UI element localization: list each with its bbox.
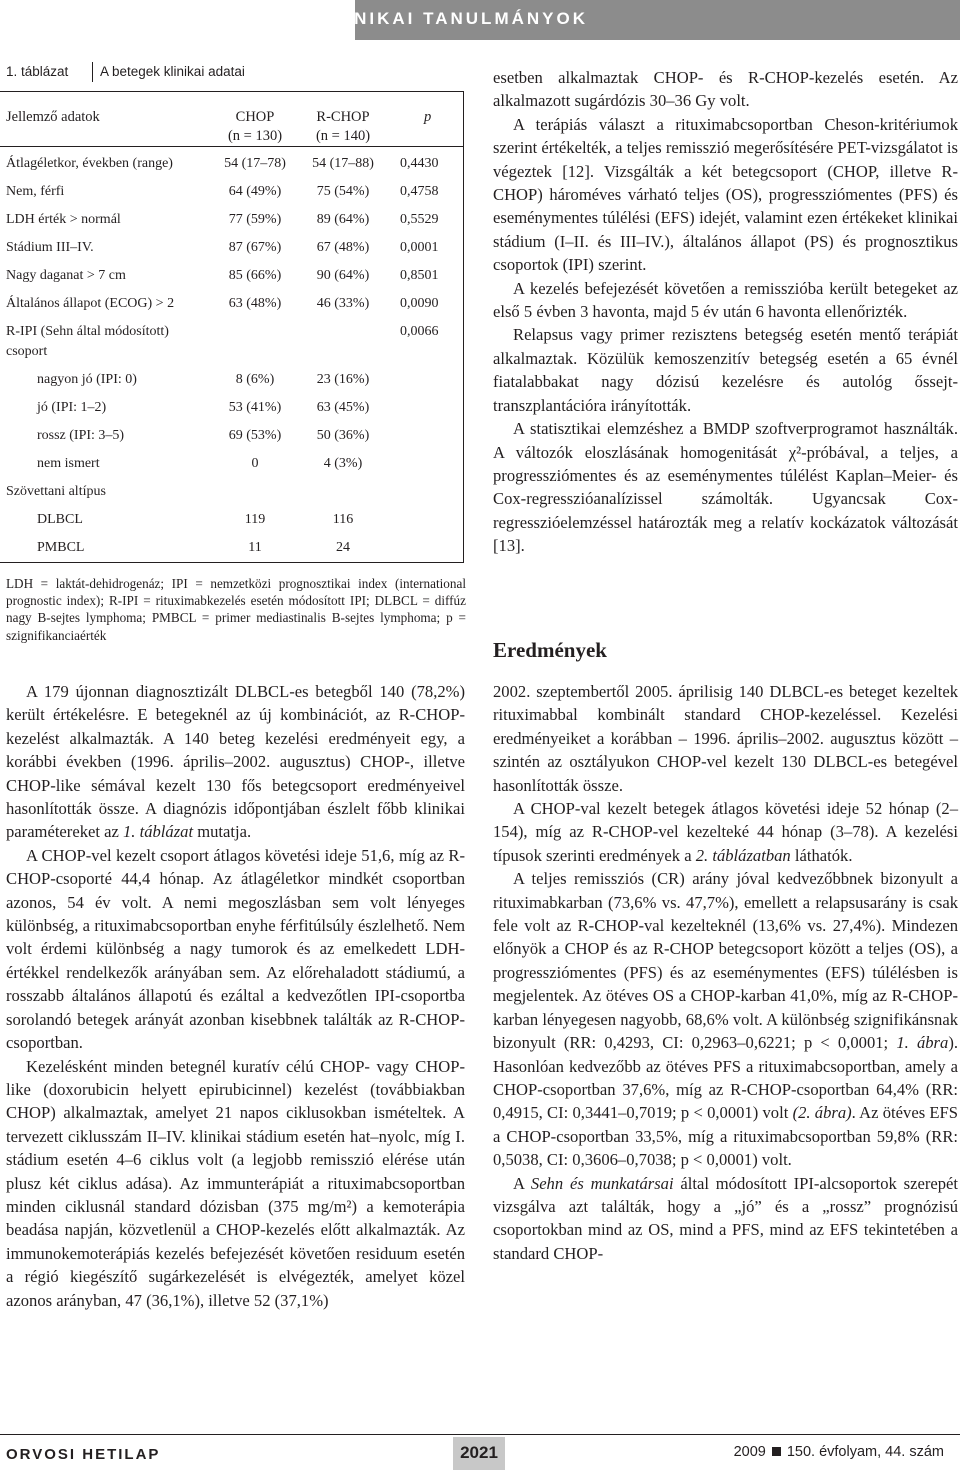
author-reference: Sehn és munkatársai	[530, 1173, 674, 1193]
table-cell-rchop: 24	[336, 540, 350, 555]
table-row-label: nagyon jó (IPI: 0)	[37, 372, 137, 387]
table-row-label: Nagy daganat > 7 cm	[6, 268, 126, 283]
right-column-top	[493, 66, 958, 558]
table-cell-chop: 11	[248, 540, 262, 555]
table-row-label: Átlagéletkor, években (range)	[6, 156, 173, 171]
col-header-rchop: R-CHOP	[316, 109, 370, 125]
text: ). Hasonlóan kedvezőbb az ötéves PFS a rituximabcsoportban, amely a CHOP-csoportban 37,6%, míg az R-CHOP-csoportban 64,4% (RR: 0,4915, CI: 0,3441–0,7019; p < 0,0001) volt	[493, 1033, 958, 1123]
table-cell-chop: 119	[244, 512, 266, 527]
table-cell-p: 0,4430	[400, 156, 439, 171]
table-cell-p: 0,0001	[400, 240, 439, 255]
table-right-rule	[463, 91, 464, 563]
year: 2009	[733, 1444, 766, 1460]
table-bottom-rule	[0, 562, 464, 563]
table-cell-p: 0,4758	[400, 184, 439, 199]
section-title: KLINIKAI TANULMÁNYOK	[317, 9, 588, 28]
table-row-label: jó (IPI: 1–2)	[37, 400, 107, 415]
table-cell-chop: 85 (66%)	[228, 268, 282, 283]
figure-reference: (2. ábra)	[792, 1103, 852, 1123]
left-column	[6, 680, 465, 1312]
table-cell-chop: 87 (67%)	[228, 240, 282, 255]
col-header-chop: CHOP	[235, 109, 275, 125]
table-cell-p: 0,0066	[400, 324, 439, 339]
results-heading: Eredmények	[493, 638, 607, 662]
text: által módosított IPI-alcsoportok szerepét vizsgálva azt találták, hogy a „jó” és a „rossz” prognózisú csoportokban mind az OS, mind a PFS, mind az EFS tekintetében a standard CHOP-	[493, 1173, 958, 1263]
paragraph: A terápiás választ a rituximabcsoportban Cheson-kritériumok szerint értékelték, a teljes remisszió megerősítésére PET-vizsgálatot is végeztek [12]. Vizsgálták a két betegcsoport (CHOP, illetve R-CHOP) hároméves várható teljes (OS), progressziómentes (PFS) és eseménymentes túlélési (EFS) idejét, valamint ezen értékeket klinikai stádium (I–II. és III–IV.), általános állapot (PS) és prognosztikus csoportok (IPI) szerint.	[493, 114, 958, 275]
table-row-label: nem ismert	[37, 456, 100, 471]
paragraph	[493, 797, 958, 867]
table-cell-p: 0,0090	[400, 296, 439, 311]
table-top-rule	[0, 91, 464, 92]
text: A 179 újonnan diagnosztizált DLBCL-es betegből 140 (78,2%) került értékelésre. E betegeknél az új kombinációt, az R-CHOP-kezelést alkalmazták. A 140 beteg kezelési eredményeit egy, a korábbi években (1996. április–2002. augusztus) CHOP-, illetve CHOP-like sémával kezelt 130 fős betegcsoport eredményeivel hasonlították össze. A diagnózis időpontjában észlelt főbb klinikai paramétereket az	[6, 682, 465, 842]
table-cell-rchop: 54 (17–88)	[312, 156, 374, 171]
paragraph	[493, 867, 958, 1171]
paragraph: 2002. szeptembertől 2005. áprilisig 140 DLBCL-es beteget kezeltek rituximabbal kombinált standard CHOP-kezeléssel. Kezelési eredményeiket a korábban – 1996. április–2002. augusztus között – szintén az osztályukon CHOP-vel kezelt 130 DLBCL-es betegével hasonlították össze.	[493, 682, 958, 795]
table-cell-rchop: 89 (64%)	[316, 212, 370, 227]
table-cell-chop: 69 (53%)	[228, 428, 282, 443]
col-header-chop-n: (n = 130)	[227, 128, 283, 144]
table-cell-rchop: 116	[332, 512, 354, 527]
col-header-features: Jellemző adatok	[6, 109, 100, 125]
table-title: A betegek klinikai adatai	[100, 64, 245, 79]
col-header-rchop-n: (n = 140)	[315, 128, 371, 144]
table-row-label: DLBCL	[37, 512, 83, 527]
table-number: 1. táblázat	[6, 64, 69, 79]
table-row-label: PMBCL	[37, 540, 85, 555]
table-cell-p: 0,8501	[400, 268, 439, 283]
table-cell-p: 0,5529	[400, 212, 439, 227]
table-row-label: Nem, férfi	[6, 184, 65, 199]
table-header-rule	[0, 146, 464, 147]
table-cell-chop: 77 (59%)	[228, 212, 282, 227]
table-cell-chop: 54 (17–78)	[224, 156, 286, 171]
results-column	[493, 680, 958, 1265]
paragraph	[493, 1172, 958, 1266]
table-cell-rchop: 90 (64%)	[316, 268, 370, 283]
table-reference: 1. táblázat	[123, 822, 194, 842]
paragraph	[6, 680, 465, 844]
text: A teljes remissziós (CR) arány jóval kedvezőbbnek bizonyult a rituximabkarban (73,6% vs. 47,7%), emellett a relapsusarány is csak fele volt az R-CHOP-val kezelteknél (13,6% vs. 27,4%). Mindezen előnyök a CHOP és az R-CHOP betegcsoport között a teljes (OS), a progressziómentes (PFS) és az eseménymentes (EFS) túlélésben is megjelentek. Az ötéves OS a CHOP-karban 41,0%, míg az R-CHOP-karban lényegesen nagyobb, 68,6% volt. A különbség szignifikánsnak bizonyult (RR: 0,4293, CI: 0,2963–0,6221; p < 0,0001;	[493, 869, 958, 1053]
figure-reference: 1. ábra	[896, 1033, 949, 1053]
table-reference: 2. táblázatban	[695, 845, 791, 865]
paragraph: A CHOP-vel kezelt csoport átlagos követési ideje 51,6, míg az R-CHOP-csoporté 44,4 hónap. Az átlagéletkor mindkét csoportban azonos, 54 év volt. A nemi megoszlásban sem volt lényeges különbség, a rituximabcsoportban enyhe férfitúlsúly észlelhető. Nem volt érdemi különbség a nagy tumorok és az emelkedett LDH-értékkel rendelkezők arányában sem. Az előrehaladott stádiumú, a rosszabb általános állapotú és ezáltal a kedvezőtlen IPI-csoportba sorolandó betegek arányát azonban kisebbnek találták az R-CHOP-csoportban.	[6, 845, 465, 1053]
table-row-label: Stádium III–IV.	[6, 240, 94, 255]
table-row-label: LDH érték > normál	[6, 212, 121, 227]
table-cell-rchop: 50 (36%)	[316, 428, 370, 443]
paragraph: A statisztikai elemzéshez a BMDP szoftverprogramot használták. A változók eloszlásának homogenitását χ²-próbával, a teljes, a progressziómentes és az eseménymentes túlélést Kaplan–Meier- és Cox-regresszióanalízissel számolták. Ugyancsak Cox-regresszióelemzéssel határozták meg a relatív kockázatok változását [13].	[493, 419, 958, 556]
table-cell-rchop: 67 (48%)	[316, 240, 370, 255]
table-cell-rchop: 75 (54%)	[316, 184, 370, 199]
text: láthatók.	[790, 845, 853, 865]
footer-rule	[0, 1434, 960, 1435]
table-cell-chop: 63 (48%)	[228, 296, 282, 311]
square-separator-icon	[772, 1447, 781, 1456]
table-row-label-cont: csoport	[6, 344, 48, 359]
table-row-label: Szövettani altípus	[6, 484, 106, 499]
col-header-p: p	[424, 109, 432, 125]
table-footnote: LDH = laktát-dehidrogenáz; IPI = nemzetközi prognosztikai index (international prognostic index); R-IPI = rituximabkezelés esetén módosított IPI; DLBCL = diffúz nagy B-sejtes lymphoma; PMBCL = primer mediastinalis B-sejtes lymphoma; p = szignifikanciaérték	[6, 576, 466, 643]
table-cell-chop: 0	[251, 456, 259, 471]
table-row-label: Általános állapot (ECOG) > 2	[6, 296, 175, 311]
paragraph: A kezelés befejezését követően a remisszióba került betegeket az első 5 évben 3 havonta, majd 5 év után 6 havonta ellenőrizték.	[493, 278, 958, 322]
table-cell-chop: 8 (6%)	[235, 372, 275, 387]
volume: 150. évfolyam, 44. szám	[786, 1444, 944, 1460]
table-row-label: R-IPI (Sehn által módosított)	[6, 324, 169, 339]
text: . Az ötéves EFS a CHOP-csoportban 33,5%, míg a rituximabcsoportban 59,8% (RR: 0,5038, CI: 0,3606–0,7038; p < 0,0001) volt.	[493, 1103, 958, 1170]
table-row-label: rossz (IPI: 3–5)	[37, 428, 125, 443]
text: mutatja.	[193, 822, 252, 842]
text: A	[513, 1173, 531, 1193]
table-cell-chop: 64 (49%)	[228, 184, 282, 199]
table-cell-rchop: 63 (45%)	[316, 400, 370, 415]
page-number: 2021	[460, 1443, 498, 1462]
paragraph: esetben alkalmaztak CHOP- és R-CHOP-kezelés esetén. Az alkalmazott sugárdózis 30–36 Gy volt.	[493, 68, 958, 111]
issue-info	[734, 1444, 944, 1460]
table-cell-rchop: 23 (16%)	[316, 372, 370, 387]
table-cell-chop: 53 (41%)	[228, 400, 282, 415]
journal-name: ORVOSI HETILAP	[6, 1446, 161, 1463]
paragraph: Relapsus vagy primer rezisztens betegség esetén mentő terápiát alkalmaztak. Közülük kemoszenzitív betegség esetén a 65 évnél fiatalabbakat nagy dózisú kezelésre és autológ őssejt-transzplantációra irányították.	[493, 325, 958, 415]
text: A CHOP-val kezelt betegek átlagos követési ideje 52 hónap (2–154), míg az R-CHOP-vel kezelteké 44 hónap (3–78). A kezelési típusok szerinti eredmények a	[493, 799, 958, 865]
table-cell-rchop: 4 (3%)	[323, 456, 363, 471]
caption-separator	[92, 62, 93, 82]
paragraph: Kezelésként minden betegnél kuratív célú CHOP- vagy CHOP-like (doxorubicin helyett epirubicinnel) kezelést (továbbiakban CHOP) alkalmaztak, amelyet 21 napos ciklusokban ismételtek. A tervezett ciklusszám II–IV. klinikai stádium esetén hat–nyolc, míg I. stádium esetén 4–6 ciklus volt (a legjobb remisszió elérése után plusz két ciklus adása). Az immunterápiát a rituximabcsoportban minden ciklusnál standard dózisban (375 mg/m²) a kemoterápia beadása napján, közvetlenül a CHOP-kezelés előtt alkalmazták. Az immunokemoterápiás kezelés befejezését követően residuum esetén a régió kiegészítő sugárkezelését is elvégezték, amelyet közel azonos arányban, 47 (36,1%), illetve 52 (37,1%)	[6, 1056, 465, 1310]
table-cell-rchop: 46 (33%)	[316, 296, 370, 311]
